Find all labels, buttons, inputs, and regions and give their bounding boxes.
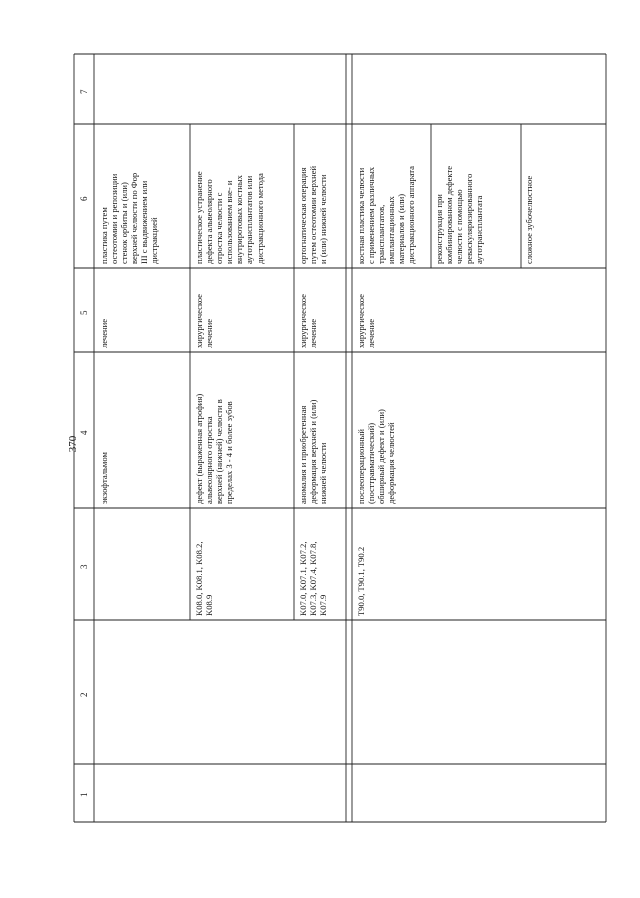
row4-diagnosis: послеоперационный (посттравматический) обширный дефект и (или) деформация челюстей (356, 409, 397, 504)
row2-treatment: хирургическое лечение (194, 294, 215, 348)
row3-treatment: хирургическое лечение (298, 294, 319, 348)
row4-method-3: сложное зубочелюстное (524, 175, 534, 264)
row2-method: пластическое устранение дефекта альвеолярного отростка челюсти с использованием вне- и внутриротовых костных аутотрансплантатов или дистракционного метода (194, 171, 265, 264)
row4-method-2: реконструкция при комбинированном дефекте челюсти с помощью реваскуляризированного аутотрансплантата (434, 165, 485, 264)
header-col-2: 2 (79, 692, 89, 697)
header-col-5: 5 (79, 310, 89, 315)
header-col-7: 7 (79, 89, 89, 94)
row4-codes: T90.0, T90.1, T90.2 (356, 546, 366, 616)
row1-treatment: лечение (99, 318, 109, 348)
row1-diagnosis: экзофтальмом (99, 452, 109, 504)
row2-codes: K08.0, K08.1, K08.2, K08.9 (194, 541, 215, 616)
page-number: 370 (67, 435, 79, 453)
row1-method: пластика путем остеотомии и репозиции стенок орбиты и (или) верхней челюсти по Фор III с выдвижением или дистракцией (99, 172, 160, 264)
row2-diagnosis: дефект (выраженная атрофия) альвеолярного отростка верхней (нижней) челюсти в пределах 3 - 4 и более зубов (194, 393, 235, 504)
header-col-1: 1 (79, 792, 89, 797)
row3-codes: K07.0, K07.1, K07.2, K07.3, K07.4, K07.8, K07.9 (298, 541, 329, 616)
header-col-4: 4 (79, 430, 89, 435)
row3-method: ортогнатическая операция путем остеотомии верхней и (или) нижней челюсти (298, 165, 329, 264)
row4-treatment: хирургическое лечение (356, 294, 377, 348)
row3-diagnosis: аномалия и приобретенная деформация верхней и (или) нижней челюсти (298, 399, 329, 504)
header-col-6: 6 (79, 196, 89, 201)
row4-method-1: костная пластика челюсти с применением различных трансплантатов, имплантационных материалов и (или) дистракционного аппарата (356, 166, 417, 264)
header-col-3: 3 (79, 564, 89, 569)
